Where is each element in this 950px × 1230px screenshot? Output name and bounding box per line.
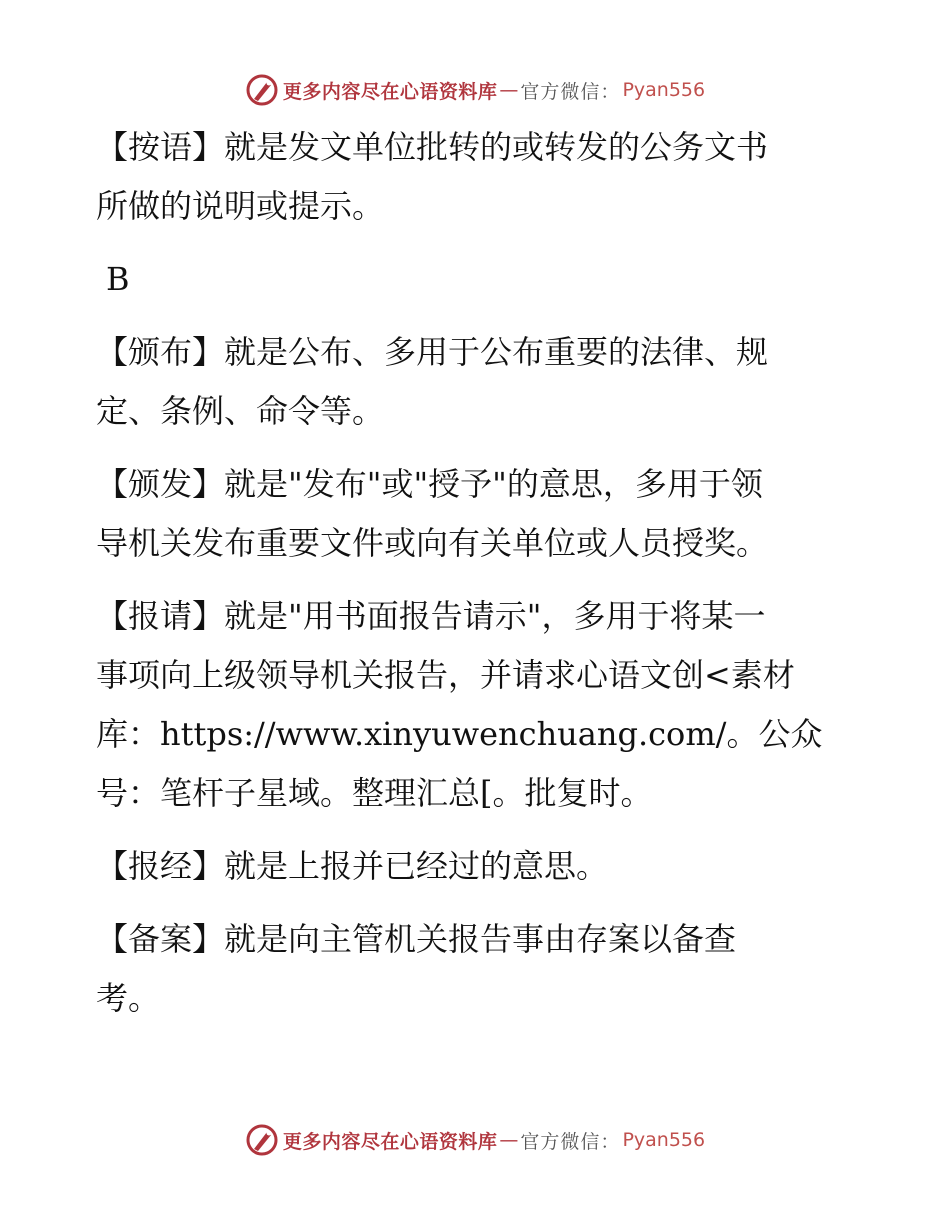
text-line: 事项向上级领导机关报告，并请求心语文创<素材: [96, 656, 795, 694]
entry-banbu: [96, 323, 836, 441]
banner-wechat-id: Pyan556: [622, 79, 706, 101]
banner-slogan: 更多内容尽在心语资料库: [282, 80, 498, 103]
text-line: 【颁发】就是"发布"或"授予"的意思，多用于领: [96, 465, 763, 503]
text-line: 号：笔杆子星域。整理汇总[。批复时。: [96, 774, 653, 812]
banner-wechat-label: 官方微信：: [520, 1130, 621, 1153]
text-line: 导机关发布重要文件或向有关单位或人员授奖。: [96, 524, 769, 562]
section-letter-b: [96, 250, 836, 309]
entry-bei-an: [96, 910, 836, 1028]
text-line: 【备案】就是向主管机关报告事由存案以备查: [96, 920, 737, 958]
entry-baojing: [96, 837, 836, 896]
text-line: 所做的说明或提示。: [96, 187, 385, 225]
banner-dash: —: [499, 1129, 519, 1151]
text-line: 【报经】就是上报并已经过的意思。: [96, 847, 609, 885]
banner-wechat-id: Pyan556: [622, 1129, 706, 1151]
text-line: 【颁布】就是公布、多用于公布重要的法律、规: [96, 333, 769, 371]
entry-banfa: [96, 455, 836, 573]
text-line: 考。: [96, 979, 161, 1017]
text-line: 定、条例、命令等。: [96, 392, 385, 430]
text-line: 【报请】就是"用书面报告请示"，多用于将某一: [96, 597, 766, 635]
entry-baoqing: [96, 587, 836, 823]
text-line: 【按语】就是发文单位批转的或转发的公务文书: [96, 128, 769, 166]
entry-anyu: [96, 118, 836, 236]
banner-slogan: 更多内容尽在心语资料库: [282, 1130, 498, 1153]
pen-logo-icon: [245, 73, 279, 107]
text-line: 库：https://www.xinyuwenchuang.com/。公众: [96, 715, 823, 753]
header-banner: [0, 70, 950, 110]
document-body: [96, 118, 836, 1028]
pen-logo-icon: [245, 1123, 279, 1157]
banner-dash: —: [499, 79, 519, 101]
text-line: B: [106, 260, 130, 298]
banner-wechat-label: 官方微信：: [520, 80, 621, 103]
footer-banner: [0, 1120, 950, 1160]
